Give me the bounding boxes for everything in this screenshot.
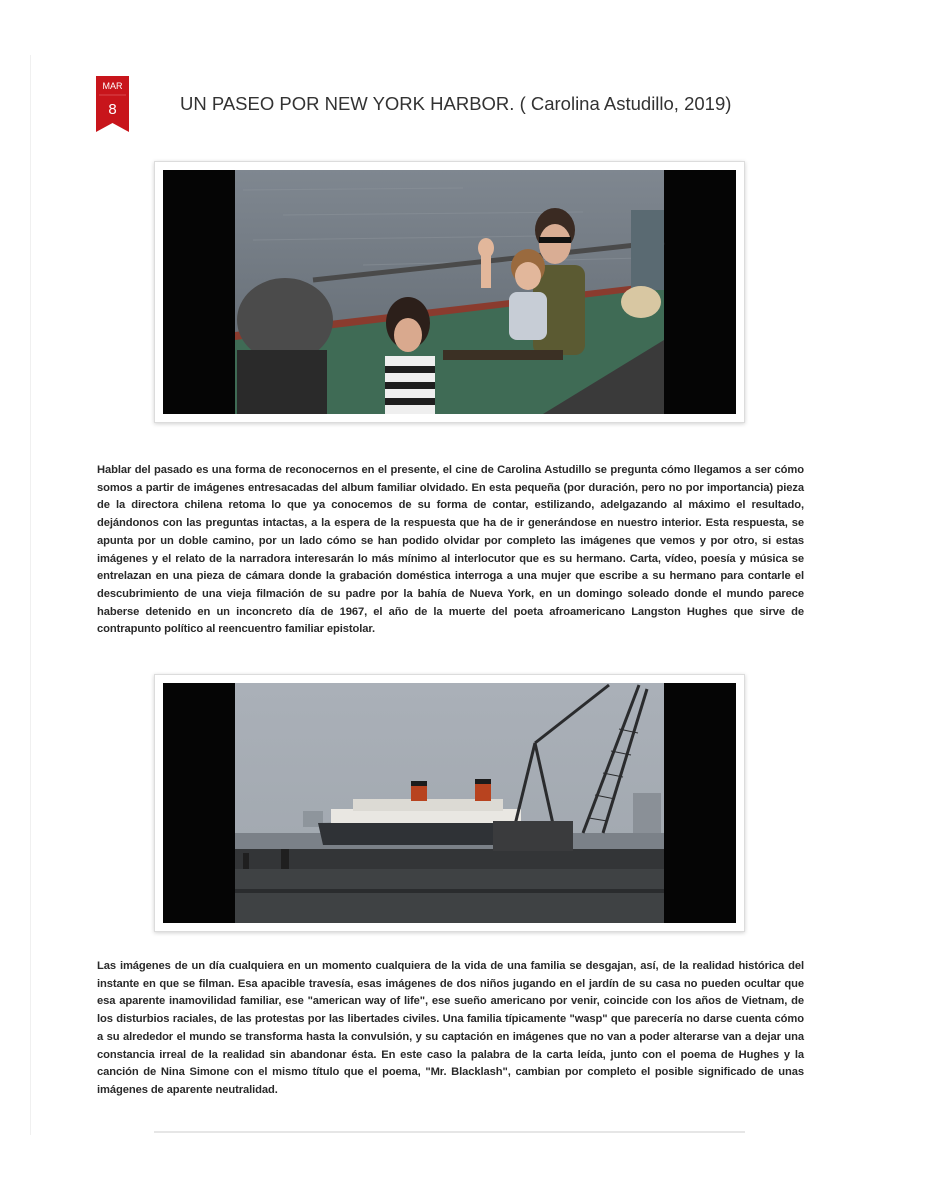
date-badge bbox=[96, 76, 129, 132]
date-month: MAR bbox=[102, 81, 123, 91]
film-still-harbor-liner[interactable] bbox=[154, 674, 745, 932]
paragraph-2: Las imágenes de un día cualquiera en un momento cualquiera de la vida de una familia se desgajan, así, de la realidad histórica del instante en que se filman. Esa apacible travesía, esas imágenes de dos niños jugando en el jardín de su casa no pueden ocultar que esa aparente inamovilidad familiar, ese "american way of life", ese sueño americano por venir, coincide con los años de Vietnam, de los disturbios raciales, de las protestas por las libertades civiles. Una familia típicamente "wasp" que parecería no darse cuenta cómo a su alrededor el mundo se transforma hasta la convulsión, y su captación en imágenes que no van a poder alterarse van a dejar una constancia irreal de la realidad sin abandonar ésta. En este caso la palabra de la carta leída, junto con el poema de Hughes y la canción de Nina Simone con el mismo título que el poema, "Mr. Blacklash", cambian por completo el posible significado de unas imágenes de aparente neutralidad. bbox=[97, 960, 804, 1096]
film-still-boat-family[interactable] bbox=[154, 161, 745, 423]
page-edge-line bbox=[30, 55, 31, 1135]
bottom-divider bbox=[154, 1131, 745, 1133]
date-day: 8 bbox=[108, 101, 117, 118]
harbor-liner-image bbox=[163, 683, 736, 923]
paragraph-1: Hablar del pasado es una forma de reconocernos en el presente, el cine de Carolina Astudillo se pregunta cómo llegamos a ser cómo somos a partir de imágenes entresacadas del album familiar olvidado. En esta pequeña (por duración, pero no por importancia) pieza de la directora chilena retoma lo que ya conocemos de su forma de contar, estilizando, adelgazando al máximo el resultado, dejándonos con las preguntas intactas, a la espera de la respuesta que ha de ir generándose en nuestro interior. Esta respuesta, se apunta por un doble camino, por un lado cómo se han podido olvidar por completo las imágenes que vemos y por otro, si estas imágenes y el relato de la narradora interesarán lo más mínimo al interlocutor que es su hermano. Carta, vídeo, poesía y música se entrelazan en una pieza de cámara donde la grabación doméstica interroga a una mujer que escribe a su hermano para contarle el descubrimiento de una vieja filmación de su padre por la bahía de Nueva York, en un domingo soleado donde el mundo parece haberse detenido en un inconcreto día de 1967, el año de la muerte del poeta afroamericano Langston Hughes que sirve de contrapunto político al reencuentro familiar epistolar. bbox=[97, 464, 804, 636]
boat-family-image bbox=[163, 170, 736, 414]
post-title[interactable]: UN PASEO POR NEW YORK HARBOR. ( Carolina Astudillo, 2019) bbox=[180, 93, 732, 114]
